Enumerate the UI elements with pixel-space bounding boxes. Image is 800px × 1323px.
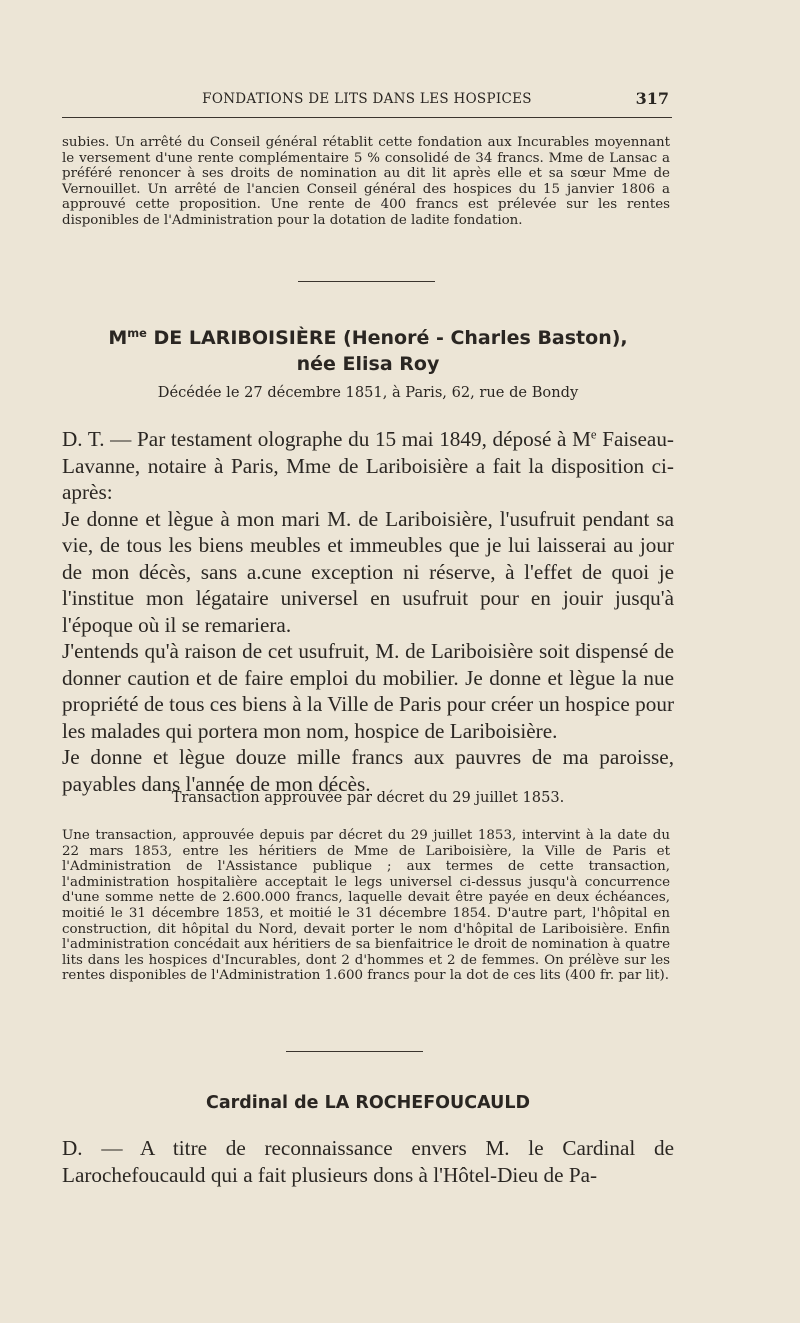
- transaction-title: Transaction approuvée par décret du 29 juillet 1853.: [171, 789, 565, 806]
- header-rule: [62, 117, 672, 118]
- testament-paragraph-1: [62, 426, 674, 506]
- transaction-text: Une transaction, approuvée depuis par décret du 29 juillet 1853, intervint à la date du 22 mars 1853, entre les héritiers de Mme de Lariboisière, la Ville de Paris et l'Administration de l'Assistance publique ; aux termes de cette transaction, l'administration hospitalière acceptait le legs universel ci-dessus jusqu'à concurrence d'une somme nette de 2.600.000 francs, laquelle devait être payée en deux échéances, moitié le 31 décembre 1853, et moitié le 31 décembre 1854. D'autre part, l'hôpital en construction, dit hôpital du Nord, devait porter le nom d'hôpital de Lariboisière. Enfin l'administration concédait aux héritiers de sa bienfaitrice le droit de nomination à quatre lits dans les hospices d'Incurables, dont 2 d'hommes et 2 de femmes. On prélève sur les rentes disponibles de l'Administration 1.600 francs pour la dot de ces lits (400 fr. par lit).: [62, 828, 670, 984]
- intro-text: subies. Un arrêté du Conseil général rétablit cette fondation aux Incurables moyennant le versement d'une rente complémentaire 5 % consolidé de 34 francs. Mme de Lansac a préféré renoncer à ses droits de nomination au dit lit après elle et sa sœur Mme de Vernouillet. Un arrêté de l'ancien Conseil général des hospices du 15 janvier 1806 a approuvé cette proposition. Une rente de 400 francs est prélevée sur les rentes disponibles de l'Administration pour la dotation de ladite fondation.: [62, 135, 670, 228]
- para1-end: Faiseau-Lavanne, notaire à Paris, Mme de Lariboisière a fait la disposition ci-après:: [62, 427, 674, 504]
- rochefoucauld-text: [62, 1135, 674, 1188]
- testament-paragraph-3: J'entends qu'à raison de cet usufruit, M. de Lariboisière soit dispensé de donner caution et de faire emploi du mobilier. Je donne et lègue la nue propriété de tous ces biens à la Ville de Paris pour créer un hospice pour les malades qui portera mon nom, hospice de Lariboisière.: [62, 639, 674, 743]
- section-divider-2: [286, 1051, 423, 1052]
- section-divider: [298, 281, 435, 282]
- testament-paragraph-4: Je donne et lègue douze mille francs aux pauvres de ma paroisse, payables dans l'année de mon décès.: [62, 745, 674, 796]
- section-subtitle-lariboisiere: née Elisa Roy: [296, 353, 440, 375]
- death-note: Décédée le 27 décembre 1851, à Paris, 62, rue de Bondy: [157, 384, 579, 401]
- page-header: [62, 89, 672, 113]
- para1-start: D. T. — Par testament olographe du 15 mai 1849, déposé à M: [62, 427, 591, 451]
- rochefoucauld-paragraph-1: D. — A titre de reconnaissance envers M. le Cardinal de Larochefoucauld qui a fait plusieurs dons à l'Hôtel-Dieu de Pa-: [62, 1136, 674, 1187]
- transaction-paragraph: [62, 828, 670, 984]
- testament-text: [62, 426, 674, 797]
- title-rest: DE LARIBOISIÈRE (Henoré - Charles Baston),: [146, 327, 628, 349]
- title-prefix: M: [108, 327, 128, 349]
- page-number: 317: [635, 89, 669, 108]
- para1-superscript: e: [590, 427, 597, 442]
- intro-paragraph: [62, 135, 670, 229]
- section-title-lariboisiere: [62, 326, 674, 350]
- testament-paragraph-2: Je donne et lègue à mon mari M. de Lariboisière, l'usufruit pendant sa vie, de tous les biens meubles et immeubles que je lui laisserai au jour de mon décès, sans a.cune exception ni réserve, à l'effet de quoi je l'institue mon légataire universel en usufruit pour en jouir jusqu'à l'époque où il se remariera.: [62, 506, 674, 637]
- running-head: FONDATIONS DE LITS DANS LES HOSPICES: [202, 91, 532, 107]
- section-title-rochefoucauld: Cardinal de LA ROCHEFOUCAULD: [205, 1093, 530, 1113]
- title-superscript: me: [127, 326, 147, 341]
